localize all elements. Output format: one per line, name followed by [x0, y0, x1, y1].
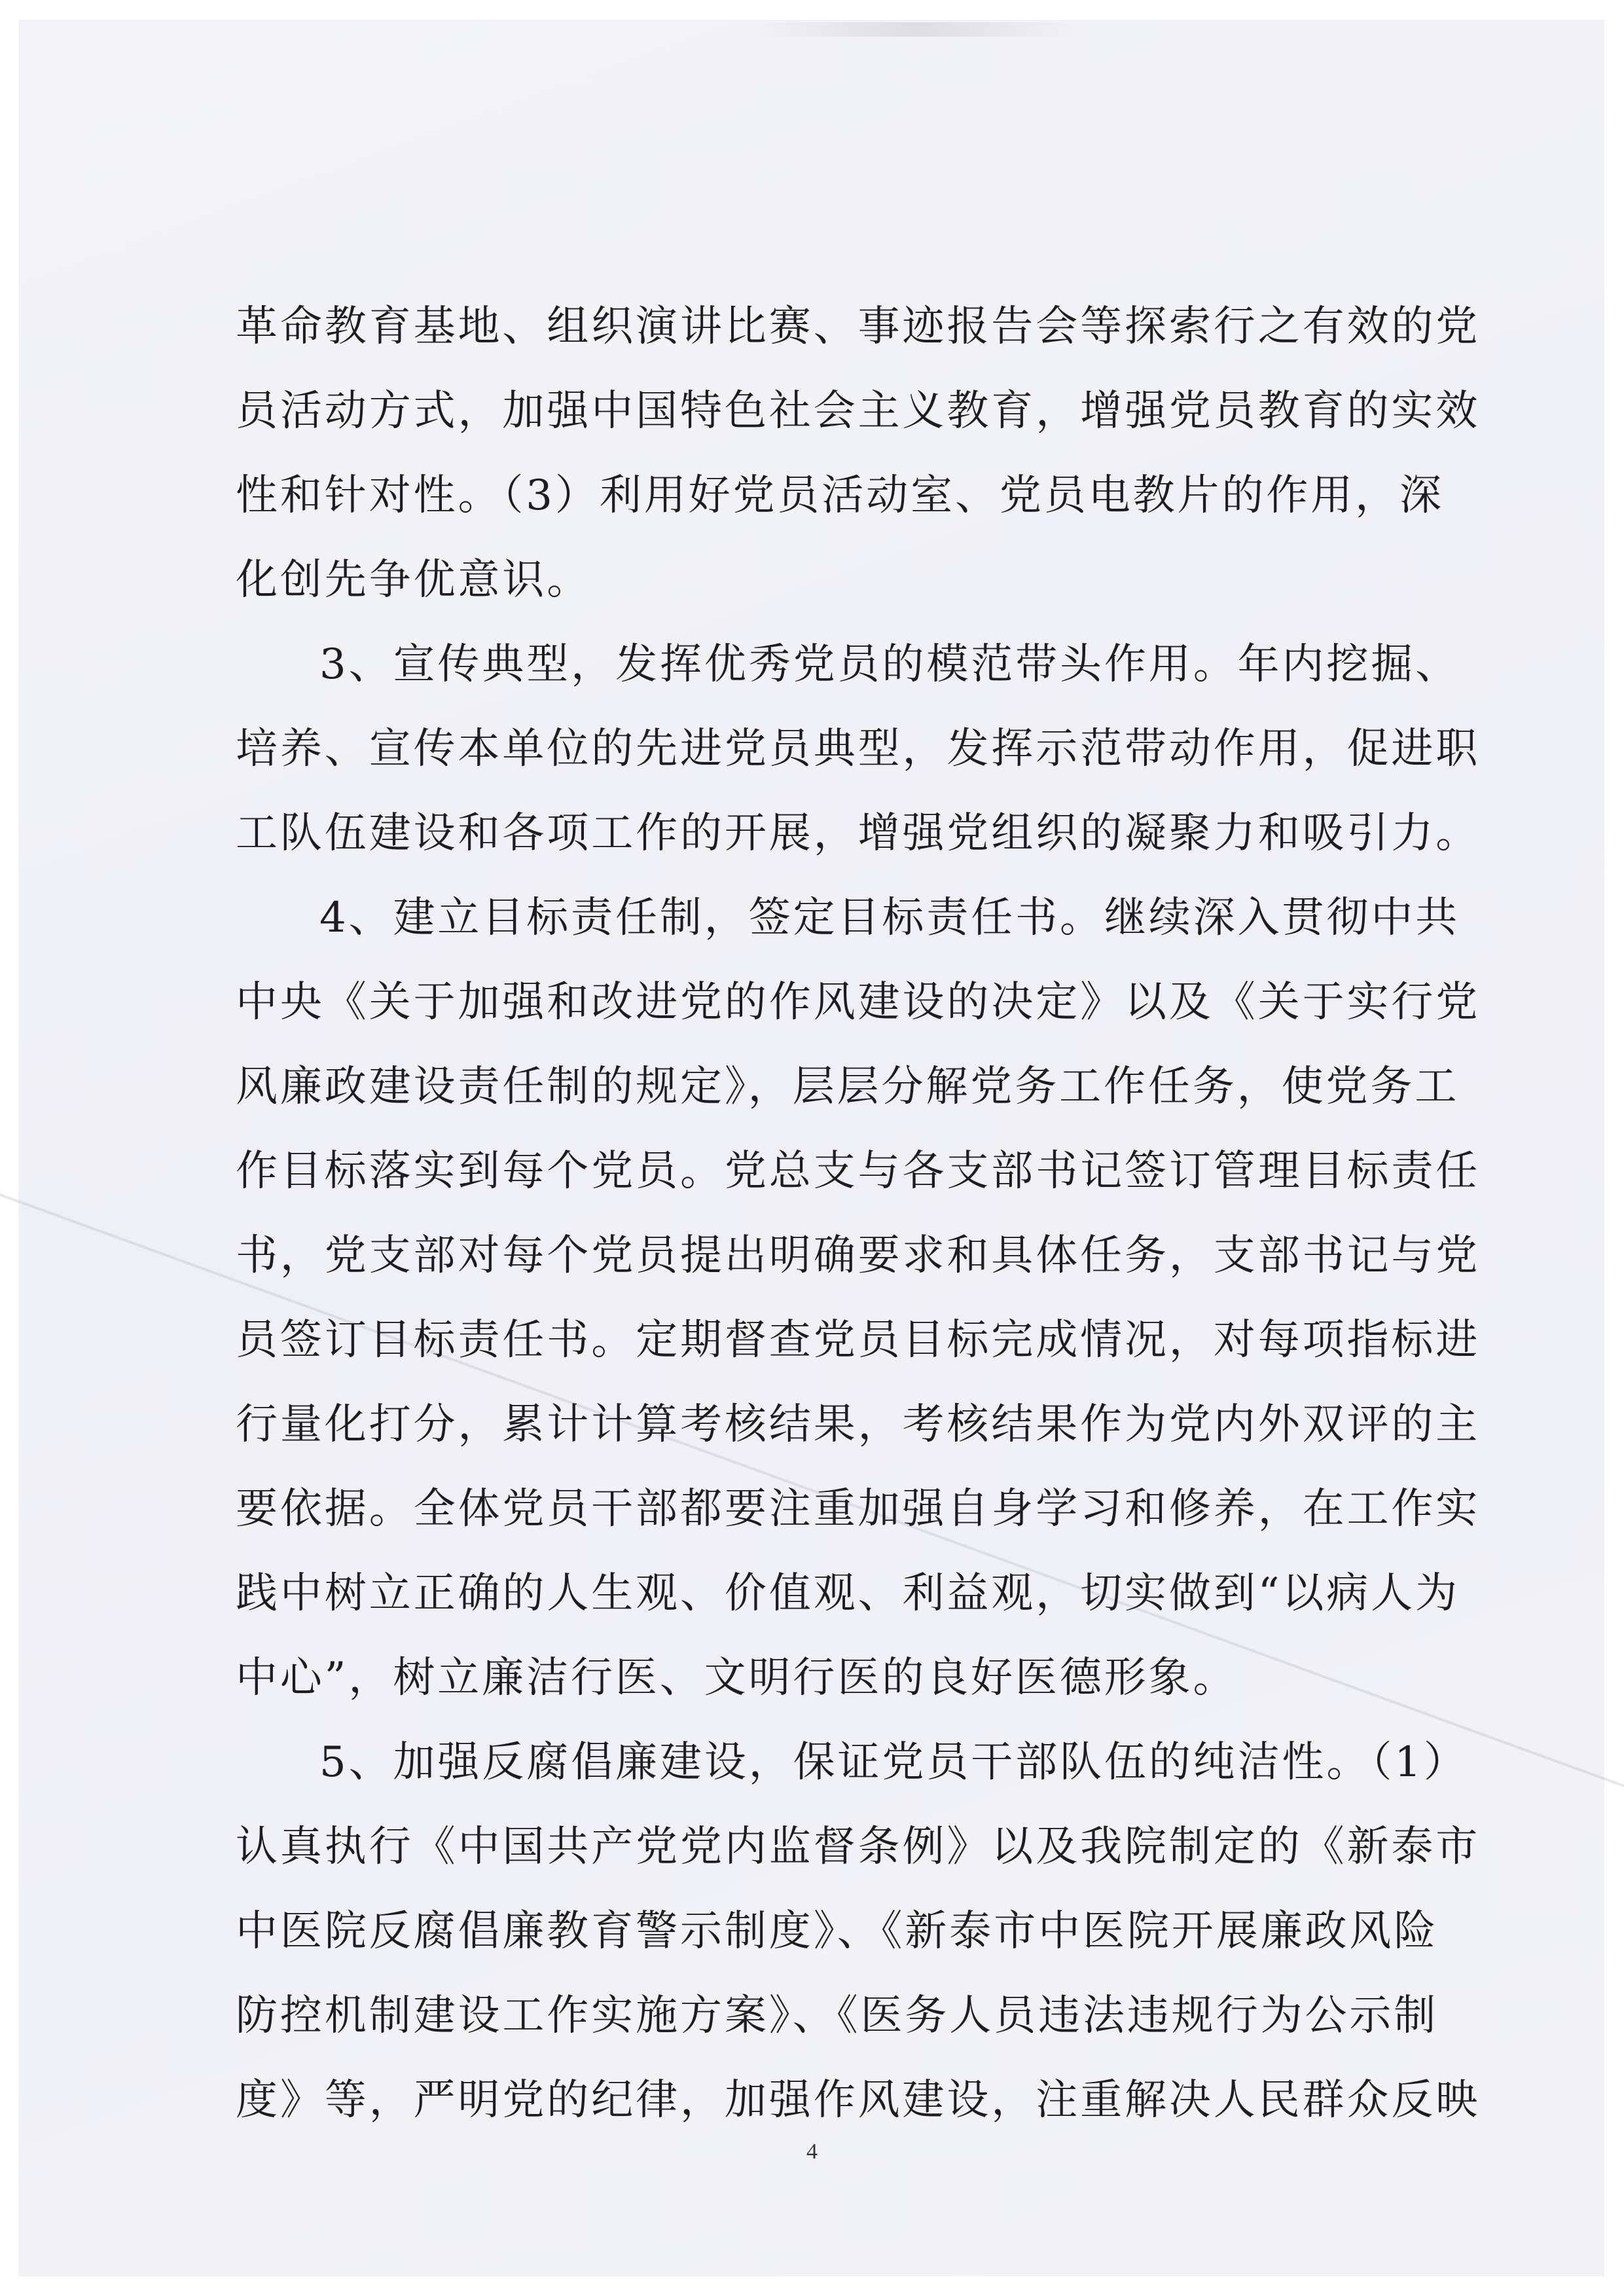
text-line: 防控机制建设工作实施方案》、《医务人员违法违规行为公示制 — [236, 1992, 1439, 2040]
page-number: 4 — [806, 2140, 818, 2164]
paragraph-first-line: 4、建立目标责任制，签定目标责任书。继续深入贯彻中共 — [319, 894, 1460, 942]
text-line: 风廉政建设责任制的规定》，层层分解党务工作任务，使党务工 — [236, 1063, 1460, 1111]
text-line: 书，党支部对每个党员提出明确要求和具体任务，支部书记与党 — [236, 1231, 1481, 1280]
body-text — [236, 285, 1481, 2143]
text-line: 员活动方式，加强中国特色社会主义教育，增强党员教育的实效 — [236, 387, 1481, 435]
text-line: 中医院反腐倡廉教育警示制度》、《新泰市中医院开展廉政风险 — [236, 1907, 1439, 1956]
text-line: 践中树立正确的人生观、价值观、利益观，切实做到“以病人为 — [236, 1569, 1460, 1618]
scan-border-left — [0, 0, 18, 2296]
text-line: 员签订目标责任书。定期督查党员目标完成情况，对每项指标进 — [236, 1316, 1481, 1364]
scan-border-bottom — [0, 2276, 1624, 2296]
text-line: 中央《关于加强和改进党的作风建设的决定》以及《关于实行党 — [236, 978, 1481, 1027]
text-line: 度》等，严明党的纪律，加强作风建设，注重解决人民群众反映 — [236, 2076, 1481, 2124]
text-line: 行量化打分，累计计算考核结果，考核结果作为党内外双评的主 — [236, 1400, 1481, 1449]
text-line: 要依据。全体党员干部都要注重加强自身学习和修养，在工作实 — [236, 1485, 1481, 1533]
paragraph-first-line: 5、加强反腐倡廉建设，保证党员干部队伍的纯洁性。（1） — [319, 1738, 1468, 1787]
paragraph-first-line: 3、宣传典型，发挥优秀党员的模范带头作用。年内挖掘、 — [319, 640, 1460, 689]
scan-border-top — [0, 0, 1624, 20]
bleed-through-mark — [746, 22, 1087, 37]
text-line: 中心”，树立廉洁行医、文明行医的良好医德形象。 — [236, 1654, 1238, 1702]
text-line: 认真执行《中国共产党党内监督条例》以及我院制定的《新泰市 — [236, 1823, 1481, 1871]
text-line: 作目标落实到每个党员。党总支与各支部书记签订管理目标责任 — [236, 1147, 1481, 1195]
text-line: 培养、宣传本单位的先进党员典型，发挥示范带动作用，促进职 — [236, 725, 1481, 773]
text-line: 革命教育基地、组织演讲比赛、事迹报告会等探索行之有效的党 — [236, 302, 1481, 351]
scan-border-right — [1604, 0, 1624, 2296]
text-line: 工队伍建设和各项工作的开展，增强党组织的凝聚力和吸引力。 — [236, 809, 1481, 858]
text-line: 性和针对性。（3）利用好党员活动室、党员电教片的作用，深 — [236, 471, 1444, 520]
text-line: 化创先争优意识。 — [236, 556, 592, 604]
